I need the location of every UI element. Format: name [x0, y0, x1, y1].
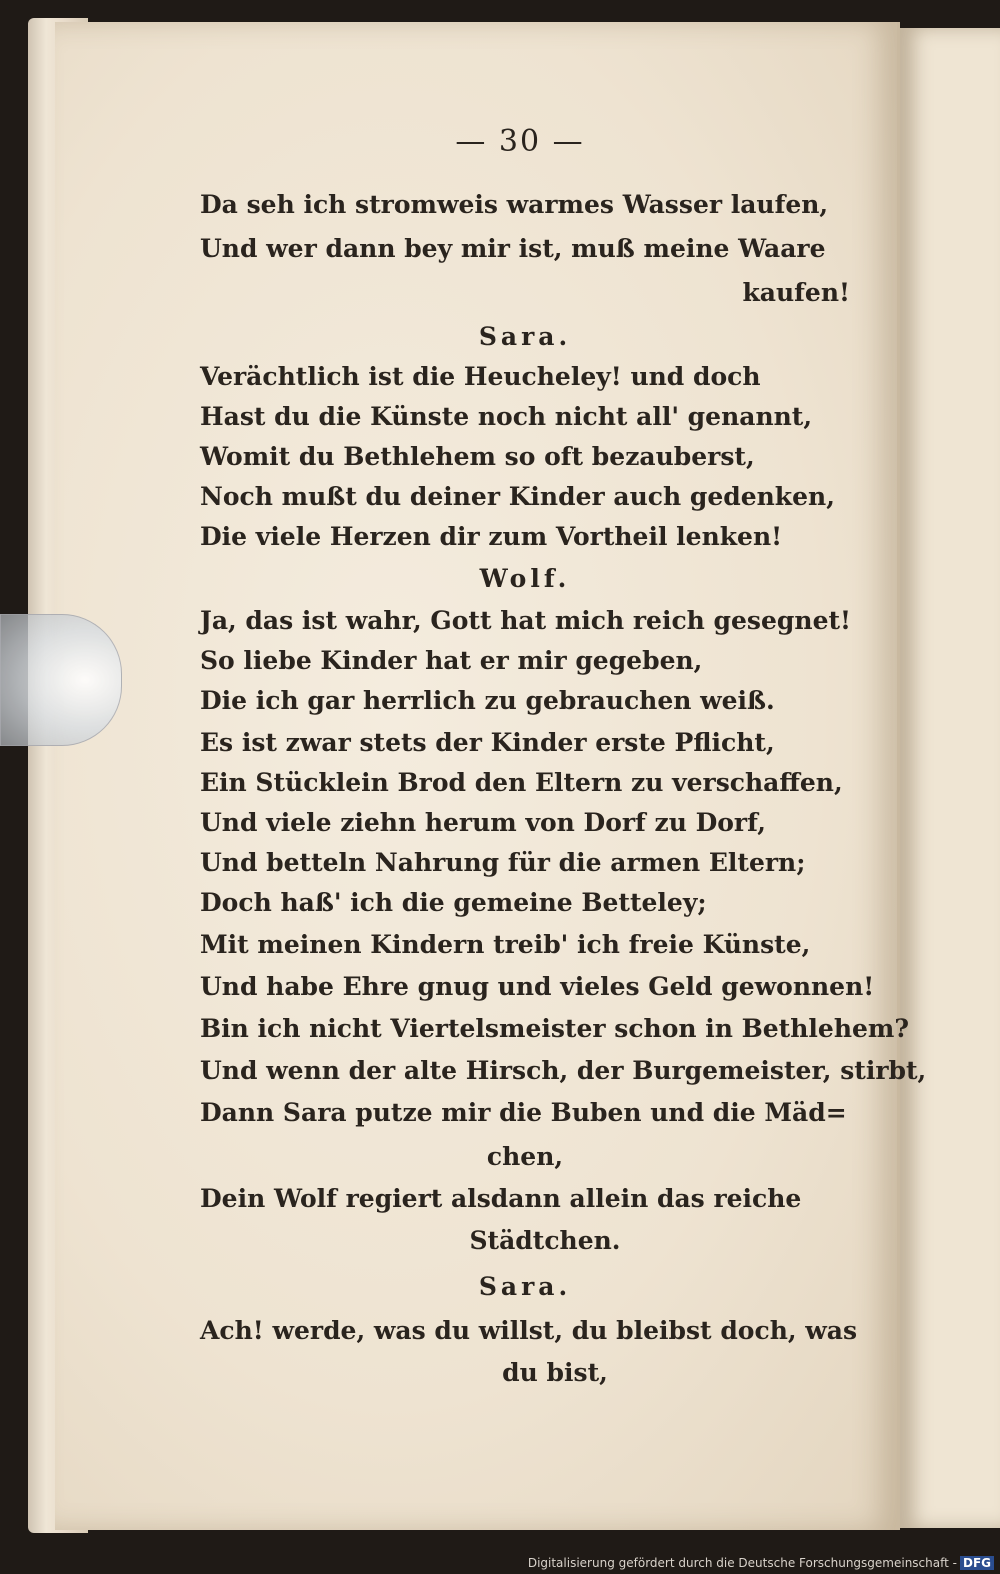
text-line: Und viele ziehn herum von Dorf zu Dorf, — [200, 808, 767, 837]
text-line: Ja, das ist wahr, Gott hat mich reich gesegnet! — [200, 606, 852, 635]
speaker-name: Sara. — [478, 1272, 572, 1301]
text-line: Dein Wolf regiert alsdann allein das reiche — [200, 1184, 802, 1213]
text-line: Bin ich nicht Viertelsmeister schon in Bethlehem? — [200, 1014, 909, 1043]
text-line: Noch mußt du deiner Kinder auch gedenken, — [200, 482, 835, 511]
text-line: chen, — [486, 1142, 564, 1171]
text-line: Ein Stücklein Brod den Eltern zu verschaffen, — [200, 768, 843, 797]
text-line: Verächtlich ist die Heucheley! und doch — [200, 362, 761, 391]
text-line: Und wer dann bey mir ist, muß meine Waare — [200, 234, 826, 263]
footer-credit — [528, 1556, 994, 1570]
speaker-name: Sara. — [478, 322, 572, 351]
text-line: Es ist zwar stets der Kinder erste Pflicht, — [200, 728, 775, 757]
text-line: Die viele Herzen dir zum Vortheil lenken! — [200, 522, 783, 551]
text-line: So liebe Kinder hat er mir gegeben, — [200, 646, 703, 675]
text-line: du bist, — [502, 1358, 608, 1387]
text-line: Dann Sara putze mir die Buben und die Mäd= — [200, 1098, 847, 1127]
text-line: Und habe Ehre gnug und vieles Geld gewonnen! — [200, 972, 875, 1001]
text-line: kaufen! — [742, 278, 850, 307]
speaker-name: Wolf. — [479, 564, 571, 593]
text-line: Womit du Bethlehem so oft bezauberst, — [200, 442, 755, 471]
text-line: Und betteln Nahrung für die armen Eltern; — [200, 848, 806, 877]
text-line: Ach! werde, was du willst, du bleibst doch, was — [200, 1316, 858, 1345]
text-line: Hast du die Künste noch nicht all' genannt, — [200, 402, 813, 431]
right-page — [900, 28, 1000, 1528]
text-line: Doch haß' ich die gemeine Betteley; — [200, 888, 707, 917]
text-line: Mit meinen Kindern treib' ich freie Künste, — [200, 930, 811, 959]
footer-text: Digitalisierung gefördert durch die Deutsche Forschungsgemeinschaft - — [527, 1556, 957, 1570]
text-line: Städtchen. — [469, 1226, 621, 1255]
text-line: Und wenn der alte Hirsch, der Burgemeister, stirbt, — [200, 1056, 927, 1085]
page-number: — 30 — — [455, 124, 585, 159]
text-line: Die ich gar herrlich zu gebrauchen weiß. — [200, 686, 775, 715]
text-line: Da seh ich stromweis warmes Wasser laufen, — [200, 190, 829, 219]
dfg-logo: DFG — [960, 1556, 994, 1570]
plastic-clip — [0, 614, 122, 746]
